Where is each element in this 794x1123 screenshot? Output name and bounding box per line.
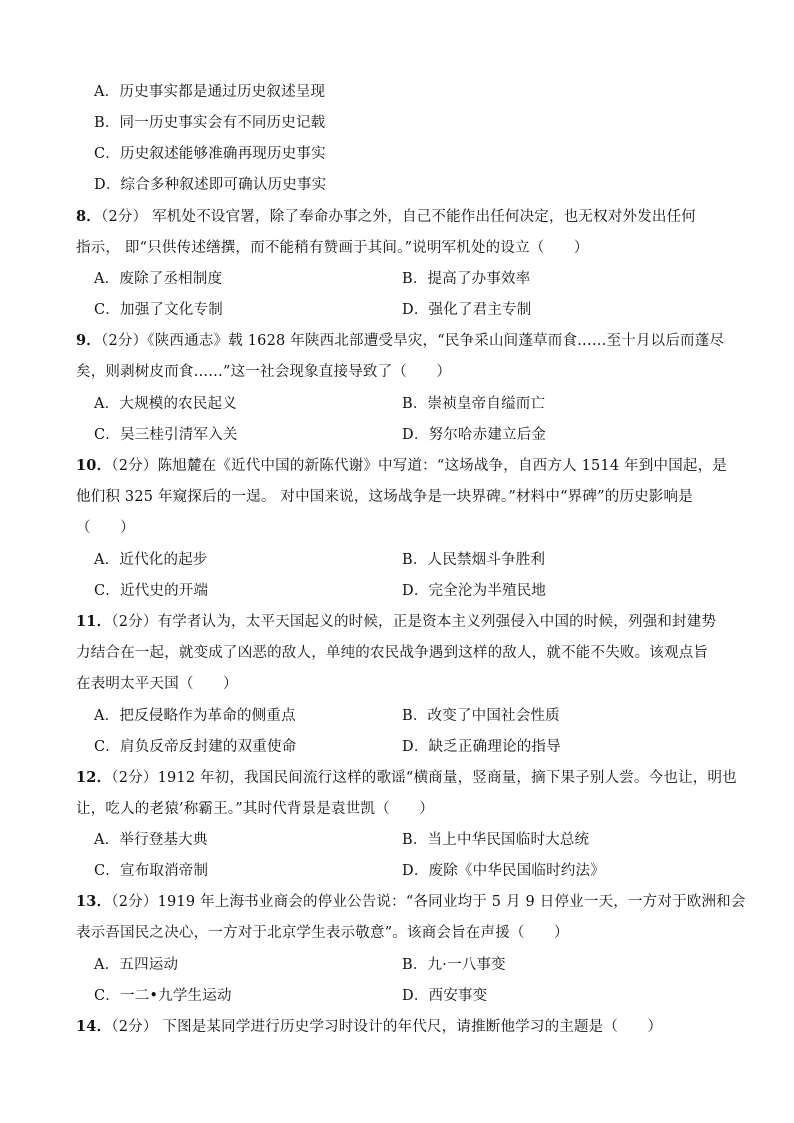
question-score: （2分） (111, 614, 158, 630)
q13-option-c: C．一二•九学生运动 (94, 988, 232, 1004)
q7-option-d: D．综合多种叙述即可确认历史事实 (94, 177, 327, 193)
q10-option-a: A．近代化的起步 (94, 552, 208, 568)
question-score: （2分） (111, 894, 158, 910)
q8-option-a: A．废除了丞相制度 (94, 271, 223, 287)
question-number: 10． (76, 457, 112, 474)
question-9-line-1 (76, 331, 724, 351)
q11-option-b: B．改变了中国社会性质 (402, 708, 560, 724)
question-13-line-1 (76, 892, 746, 912)
question-text: 1919 年上海书业商会的停业公告说：“各同业均于 5 月 9 日停业一天，一方对于欧洲和会 (157, 894, 746, 910)
question-13-line-2: 表示吾国民之决心，一方对于北京学生表示敬意”。该商会旨在声援（ ） (76, 925, 569, 941)
question-10-line-3: （ ） (76, 520, 135, 536)
q12-option-a: A．举行登基大典 (94, 832, 208, 848)
q9-option-a: A．大规模的农民起义 (94, 396, 237, 412)
q11-option-a: A．把反侵略作为革命的侧重点 (94, 708, 296, 724)
q10-option-c: C．近代史的开端 (94, 583, 209, 599)
q9-option-d: D．努尔哈赤建立后金 (402, 427, 547, 443)
q12-option-b: B．当上中华民国临时大总统 (402, 832, 590, 848)
question-text: 1912 年初，我国民间流行这样的歌谣“横商量，竖商量，摘下果子别人尝。今也让，明也 (157, 770, 737, 786)
question-12-line-1 (76, 768, 737, 788)
question-number: 12． (76, 769, 112, 786)
question-text: 有学者认为，太平天国起义的时候，正是资本主义列强侵入中国的时候，列强和封建势 (157, 614, 717, 630)
q11-option-c: C．肩负反帝反封建的双重使命 (94, 739, 297, 755)
question-score: （2分） (101, 209, 148, 225)
question-score: （2分） (101, 333, 148, 349)
question-10-line-2: 他们积 325 年窥探后的一逞。 对中国来说，这场战争是一块界碑。”材料中“界碑”的历史影响是 (76, 489, 693, 505)
question-number: 13． (76, 893, 112, 910)
question-11-line-3: 在表明太平天国（ ） (76, 676, 238, 692)
q10-option-b: B．人民禁烟斗争胜利 (402, 552, 546, 568)
q12-option-d: D．废除《中华民国临时约法》 (402, 863, 605, 879)
question-14-line-1 (76, 1017, 662, 1037)
question-8-line-2: 指示， 即“只供传述缮撰，而不能稍有赞画于其间。”说明军机处的设立（ ） (76, 240, 589, 256)
question-12-line-2: 让，吃人的老猿’称霸王。”其时代背景是袁世凯（ ） (76, 801, 434, 817)
q8-option-c: C．加强了文化专制 (94, 302, 223, 318)
q8-option-b: B．提高了办事效率 (402, 271, 531, 287)
q13-option-b: B．九·一八事变 (402, 957, 506, 973)
question-text: 陈旭麓在《近代中国的新陈代谢》中写道：“这场战争，自西方人 1514 年到中国起，是 (157, 458, 727, 474)
q7-option-b: B．同一历史事实会有不同历史记载 (94, 115, 326, 131)
q8-option-d: D．强化了君主专制 (402, 302, 532, 318)
question-11-line-2: 力结合在一起，就变成了凶恶的敌人，单纯的农民战争遇到这样的敌人，就不能不失败。该观点旨 (76, 645, 709, 661)
question-text: 《陕西通志》载 1628 年陕西北部遭受旱灾，“民争采山间蓬草而食……至十月以后而蓬尽 (147, 333, 725, 349)
question-text: 军机处不设官署，除了奉命办事之外，自己不能作出任何决定，也无权对外发出任何 (147, 209, 696, 225)
question-9-line-2: 矣，则剥树皮而食……”这一社会现象直接导致了（ ） (76, 364, 452, 380)
question-text: 下图是某同学进行历史学习时设计的年代尺，请推断他学习的主题是（ ） (157, 1019, 663, 1035)
question-score: （2分） (111, 458, 158, 474)
question-11-line-1 (76, 612, 716, 632)
q9-option-b: B．崇祯皇帝自缢而亡 (402, 396, 546, 412)
q13-option-d: D．西安事变 (402, 988, 488, 1004)
q10-option-d: D．完全沦为半殖民地 (402, 583, 547, 599)
question-number: 14． (76, 1018, 112, 1035)
question-number: 9． (76, 332, 101, 349)
question-score: （2分） (111, 770, 158, 786)
q9-option-c: C．吴三桂引清军入关 (94, 427, 238, 443)
question-10-line-1 (76, 456, 727, 476)
question-number: 8． (76, 208, 101, 225)
question-score: （2分） (111, 1019, 158, 1035)
q11-option-d: D．缺乏正确理论的指导 (402, 739, 561, 755)
question-8-line-1 (76, 207, 696, 227)
q13-option-a: A．五四运动 (94, 957, 179, 973)
q7-option-a: A．历史事实都是通过历史叙述呈现 (94, 84, 326, 100)
q7-option-c: C．历史叙述能够准确再现历史事实 (94, 146, 326, 162)
q12-option-c: C．宣布取消帝制 (94, 863, 209, 879)
question-number: 11． (76, 613, 112, 630)
